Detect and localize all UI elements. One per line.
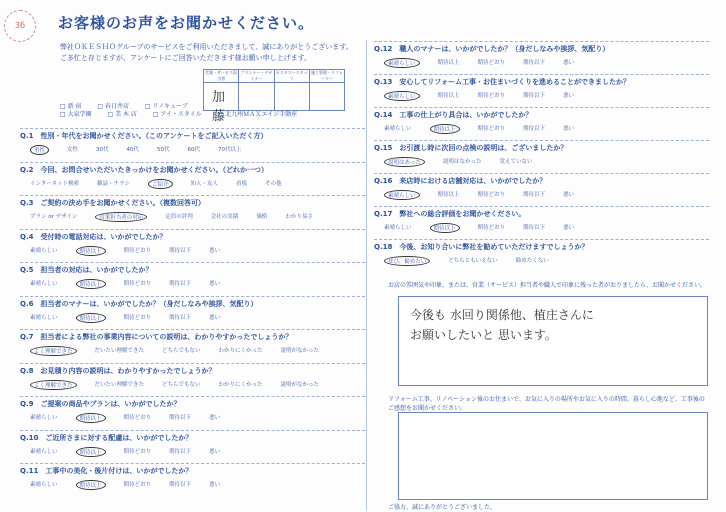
question-block [20,366,319,390]
answer-option[interactable]: 期待以上 [76,480,106,490]
question-separator [374,173,709,174]
answer-options [30,212,313,222]
business-checklist [60,103,311,119]
answer-option[interactable]: 60代 [187,147,201,153]
answer-option[interactable]: 素晴らしい [30,415,58,421]
question-text: Q.8 お見積り内容の説明は、わかりやすかったでしょうか？ [20,366,216,375]
question-block [20,399,220,423]
answer-option[interactable]: 期待どおり [477,192,506,198]
answer-option[interactable]: インターネット検索 [30,180,80,187]
answer-option[interactable]: 知人・友人 [190,180,219,187]
answer-option[interactable]: 会社の実績 [210,214,239,220]
intro-line: 弊社ＯＫＥＳＨＯグループのサービスをご利用いただきまして、誠にありがとうございます。 [60,43,353,51]
business-option[interactable]: □ 春日井店 [97,103,129,110]
answer-options [30,313,257,323]
answer-option[interactable]: 期待どおり [123,482,152,488]
answer-option[interactable]: その他 [265,180,282,187]
answer-option[interactable]: 悪い [563,225,575,231]
answer-options [384,223,574,233]
question-block [374,44,609,68]
comment-prompt-1: お店の雰囲気や印象、または、営業（サービス）担当者や職人で印象に残った者がおりましたら、お聞かせください。 [388,282,707,289]
answer-option[interactable]: どちらでもない [162,348,201,354]
answer-options [384,91,630,101]
answer-option[interactable]: 説明はあった [384,157,425,167]
question-separator [374,74,709,75]
answer-option[interactable]: 期待以下 [523,126,546,132]
answer-options [30,480,220,490]
question-separator [374,41,709,42]
question-block [20,165,282,189]
answer-option[interactable]: ご紹介 [148,179,173,189]
answer-option[interactable]: 期待以下 [169,415,192,421]
answer-option[interactable]: プラン or デザイン [30,214,78,220]
answer-options [30,346,319,356]
answer-option[interactable]: 悪い [209,415,221,421]
answer-option[interactable]: ぜひ、勧めたい [384,256,430,266]
answer-options [30,279,220,289]
answer-option[interactable]: 期待どおり [123,448,152,455]
question-text: Q.15 お引渡し時に次回の点検の説明は、ございましたか？ [374,144,568,152]
question-text: Q.5 担当者の対応は、いかがでしたか？ [20,266,153,274]
answer-option[interactable]: 50代 [157,147,170,153]
question-block [374,110,574,134]
business-option[interactable]: □ アイ・スタイル [152,111,202,118]
comment-box-2[interactable] [398,412,708,500]
intro-text [60,42,353,64]
business-option[interactable]: □ リノキューブ [144,103,188,110]
answer-option[interactable]: 悪い [209,247,221,254]
answer-option[interactable]: 期待どおり [477,225,506,231]
question-block [374,176,574,200]
answer-option[interactable]: 期待以上 [76,279,106,289]
answer-option[interactable]: わかりにくかった [218,348,263,354]
staff-header: カスタマースタッフ [275,70,308,81]
answer-option[interactable]: 悪い [563,192,575,198]
question-text: Q.3 ご契約の決め手をお聞かせください。（複数回答可） [20,199,205,207]
answer-options [30,179,282,189]
staff-signature: 加 藤 [212,90,226,124]
business-option[interactable]: □ 大泉学園 [60,111,92,118]
comment-prompt-2: リフォーム工事、リノベーション後のお住まいで、お気に入りの場所やお気に入りの時間、暮らし心地など、工事後のご感想をお聞かせください。 [388,396,705,412]
question-text: Q.7 担当者による弊社の事業内容についての説明は、わかりやすかったでしょうか？ [20,333,293,341]
answer-option[interactable]: 素晴らしい [30,281,58,287]
question-separator [20,262,365,263]
answer-option[interactable]: 期待どおり [123,281,152,287]
question-separator [374,206,709,207]
question-separator [374,107,709,108]
answer-option[interactable]: 雑誌・チラシ [97,180,131,187]
answer-option[interactable]: 定員の評判 [165,214,193,220]
question-separator [374,140,709,141]
answer-option[interactable]: 悪い [563,126,575,132]
question-text: Q.11 工事中の美化・後片付けは、いかがでしたか？ [20,467,193,475]
staff-header: プランナー・デザイナー [240,70,273,81]
answer-option[interactable]: 期待以上 [430,223,460,233]
answer-option[interactable]: 女性 [67,147,79,153]
answer-option[interactable]: 期待以上 [437,192,460,198]
question-block [20,232,220,256]
answer-option[interactable]: 期待どおり [123,247,152,254]
question-text: Q.1 性別・年代をお聞かせください。（このアンケートをご記入いただく方） [20,132,268,140]
question-block [374,143,567,167]
question-text: Q.12 職人のマナーは、いかがでしたか？（身だしなみや挨拶、気配り） [374,45,610,53]
question-text: Q.6 担当者のマナーは、いかがでしたか？（身だしなみや挨拶、気配り） [20,299,258,308]
answer-option[interactable]: 70代以上 [218,147,242,153]
answer-option[interactable]: 期待以下 [169,448,192,455]
answer-option[interactable]: わかり易さ [285,214,313,220]
answer-option[interactable]: 期待以上 [76,447,106,457]
question-text: Q.18 今後、お知り合いに弊社を勧めていただけますでしょうか？ [374,243,589,251]
answer-option[interactable]: わかりにくかった [218,381,263,388]
question-text: Q.10 ご近所さまに対する配慮は、いかがでしたか？ [20,433,193,442]
answer-option[interactable]: 価格 [256,214,268,220]
staff-header: 営業・サービス担当者 [205,70,238,81]
answer-options [384,58,609,68]
answer-option[interactable]: 素晴らしい [384,190,420,200]
business-option[interactable]: □ 新 宿 [60,103,82,110]
answer-option[interactable]: 40代 [126,147,140,153]
answer-option[interactable]: 期待以下 [523,60,546,66]
answer-option[interactable]: 期待以上 [430,124,460,134]
comment-line: 今後も 水回り関係他、植庄さんに [410,308,594,322]
answer-option[interactable]: 期待以下 [523,93,546,99]
answer-option[interactable]: 30代 [96,147,109,153]
answer-options [384,124,574,134]
stamp-mark: 3б [4,10,36,42]
answer-option[interactable]: 説明はなかった [442,159,482,165]
answer-options [384,256,589,266]
answer-option[interactable]: 素晴らしい [30,247,58,254]
question-text: Q.13 安心してリフォーム工事・お住まいづくりを進めることができましたか？ [374,78,631,86]
question-block [374,209,574,233]
business-option[interactable]: □ 美 木 店 [107,111,137,118]
answer-option[interactable]: 期待どおり [477,93,506,99]
staff-cell [310,70,344,110]
answer-option[interactable]: どちらともいえない [448,258,498,264]
answer-option[interactable]: よく理解できた [30,346,77,356]
answer-option[interactable]: 悪い [209,448,221,455]
answer-option[interactable]: よく理解できた [30,380,77,390]
question-text: Q.9 ご提案の商品やプランは、いかがでしたか？ [20,400,181,408]
question-separator [20,195,365,196]
answer-option[interactable]: 男性 [30,145,49,155]
question-block [20,332,319,356]
question-text: Q.17 弊社への総合評価をお聞かせください。 [374,210,526,218]
question-separator [20,128,365,129]
question-separator [20,296,365,297]
question-separator [20,463,365,464]
intro-line: ご多忙と存じますが、アンケートにご回答いただきます様お願い申し上げます。 [60,54,312,62]
question-text: Q.16 来店時における店舗対応は、いかがでしたか？ [374,177,547,185]
question-separator [20,229,365,230]
answer-option[interactable]: 期待どおり [123,415,152,421]
answer-option[interactable]: 期待以上 [76,246,106,256]
answer-option[interactable]: 悪い [563,93,575,99]
answer-option[interactable]: 素晴らしい [384,58,420,68]
answer-options [30,447,220,457]
question-separator [20,396,365,397]
answer-option[interactable]: 期待どおり [123,314,152,321]
answer-option[interactable]: だいたい理解できた [94,381,145,388]
answer-option[interactable]: 悪い [209,482,221,488]
question-block [20,131,268,155]
staff-header: 施工管理・リフォーマー [310,70,343,81]
page-title: お客様のお声をお聞かせください。 [58,14,315,32]
question-block [374,242,589,266]
answer-option[interactable]: 期待以上 [76,413,106,423]
question-separator [20,162,365,163]
answer-option[interactable]: 説明がなかった [280,381,320,388]
answer-options [30,145,268,155]
question-block [20,299,257,323]
answer-option[interactable]: 期待以下 [523,192,546,198]
answer-option[interactable]: 悪い [209,281,221,287]
answer-option[interactable]: 期待どおり [477,60,506,66]
column-divider [366,40,367,510]
answer-option[interactable]: 素晴らしい [30,314,58,321]
answer-options [30,246,220,256]
business-option[interactable]: □ 北九州ＭＡＸエイジ手動産 [217,111,298,118]
answer-option[interactable]: 期待以下 [169,314,192,321]
answer-option[interactable]: だいたい理解できた [94,348,145,354]
question-block [20,265,220,289]
handwritten-comment [410,305,594,345]
answer-option[interactable]: 期待以上 [437,93,460,99]
answer-options [30,380,319,390]
answer-option[interactable]: 期待以下 [169,281,192,287]
answer-option[interactable]: 素晴らしい [384,126,412,132]
answer-options [384,190,574,200]
question-block [20,433,220,457]
footer-thanks: ご協力、誠にありがとうございました。 [388,504,497,511]
answer-option[interactable]: 覚えていない [499,159,533,165]
answer-option[interactable]: 勧めたくない [515,258,549,264]
answer-option[interactable]: 素晴らしい [384,225,412,231]
question-text: Q.2 今回、お問合せいただいたきっかけをお聞かせください。（どれか一つ） [20,165,268,174]
answer-option[interactable]: 看板 [236,180,248,187]
answer-option[interactable]: 期待どおり [477,126,506,132]
question-text: Q.4 受付時の電話対応は、いかがでしたか？ [20,232,167,241]
question-separator [20,363,365,364]
answer-option[interactable]: 悪い [563,60,575,66]
question-separator [374,239,709,240]
answer-options [384,157,567,167]
answer-option[interactable]: 期待以下 [169,247,192,254]
question-separator [20,430,365,431]
question-block [374,77,630,101]
answer-option[interactable]: 営業担当者の対応 [95,212,147,222]
answer-option[interactable]: 素晴らしい [30,448,58,455]
answer-option[interactable]: どちらでもない [162,381,201,388]
question-block [20,198,313,222]
answer-option[interactable]: 素晴らしい [384,91,420,101]
answer-option[interactable]: 説明がなかった [280,348,320,354]
answer-option[interactable]: 期待以上 [437,60,460,66]
answer-option[interactable]: 悪い [209,314,221,321]
question-block [20,466,220,490]
answer-option[interactable]: 期待以上 [76,313,106,323]
answer-option[interactable]: 期待以下 [169,482,192,488]
question-text: Q.14 工事の仕上がり具合は、いかがでしたか？ [374,111,533,119]
answer-option[interactable]: 素晴らしい [30,482,58,488]
comment-line: お願いしたいと 思います。 [410,328,557,342]
question-separator [20,329,365,330]
answer-option[interactable]: 期待以下 [523,225,546,231]
answer-options [30,413,220,423]
